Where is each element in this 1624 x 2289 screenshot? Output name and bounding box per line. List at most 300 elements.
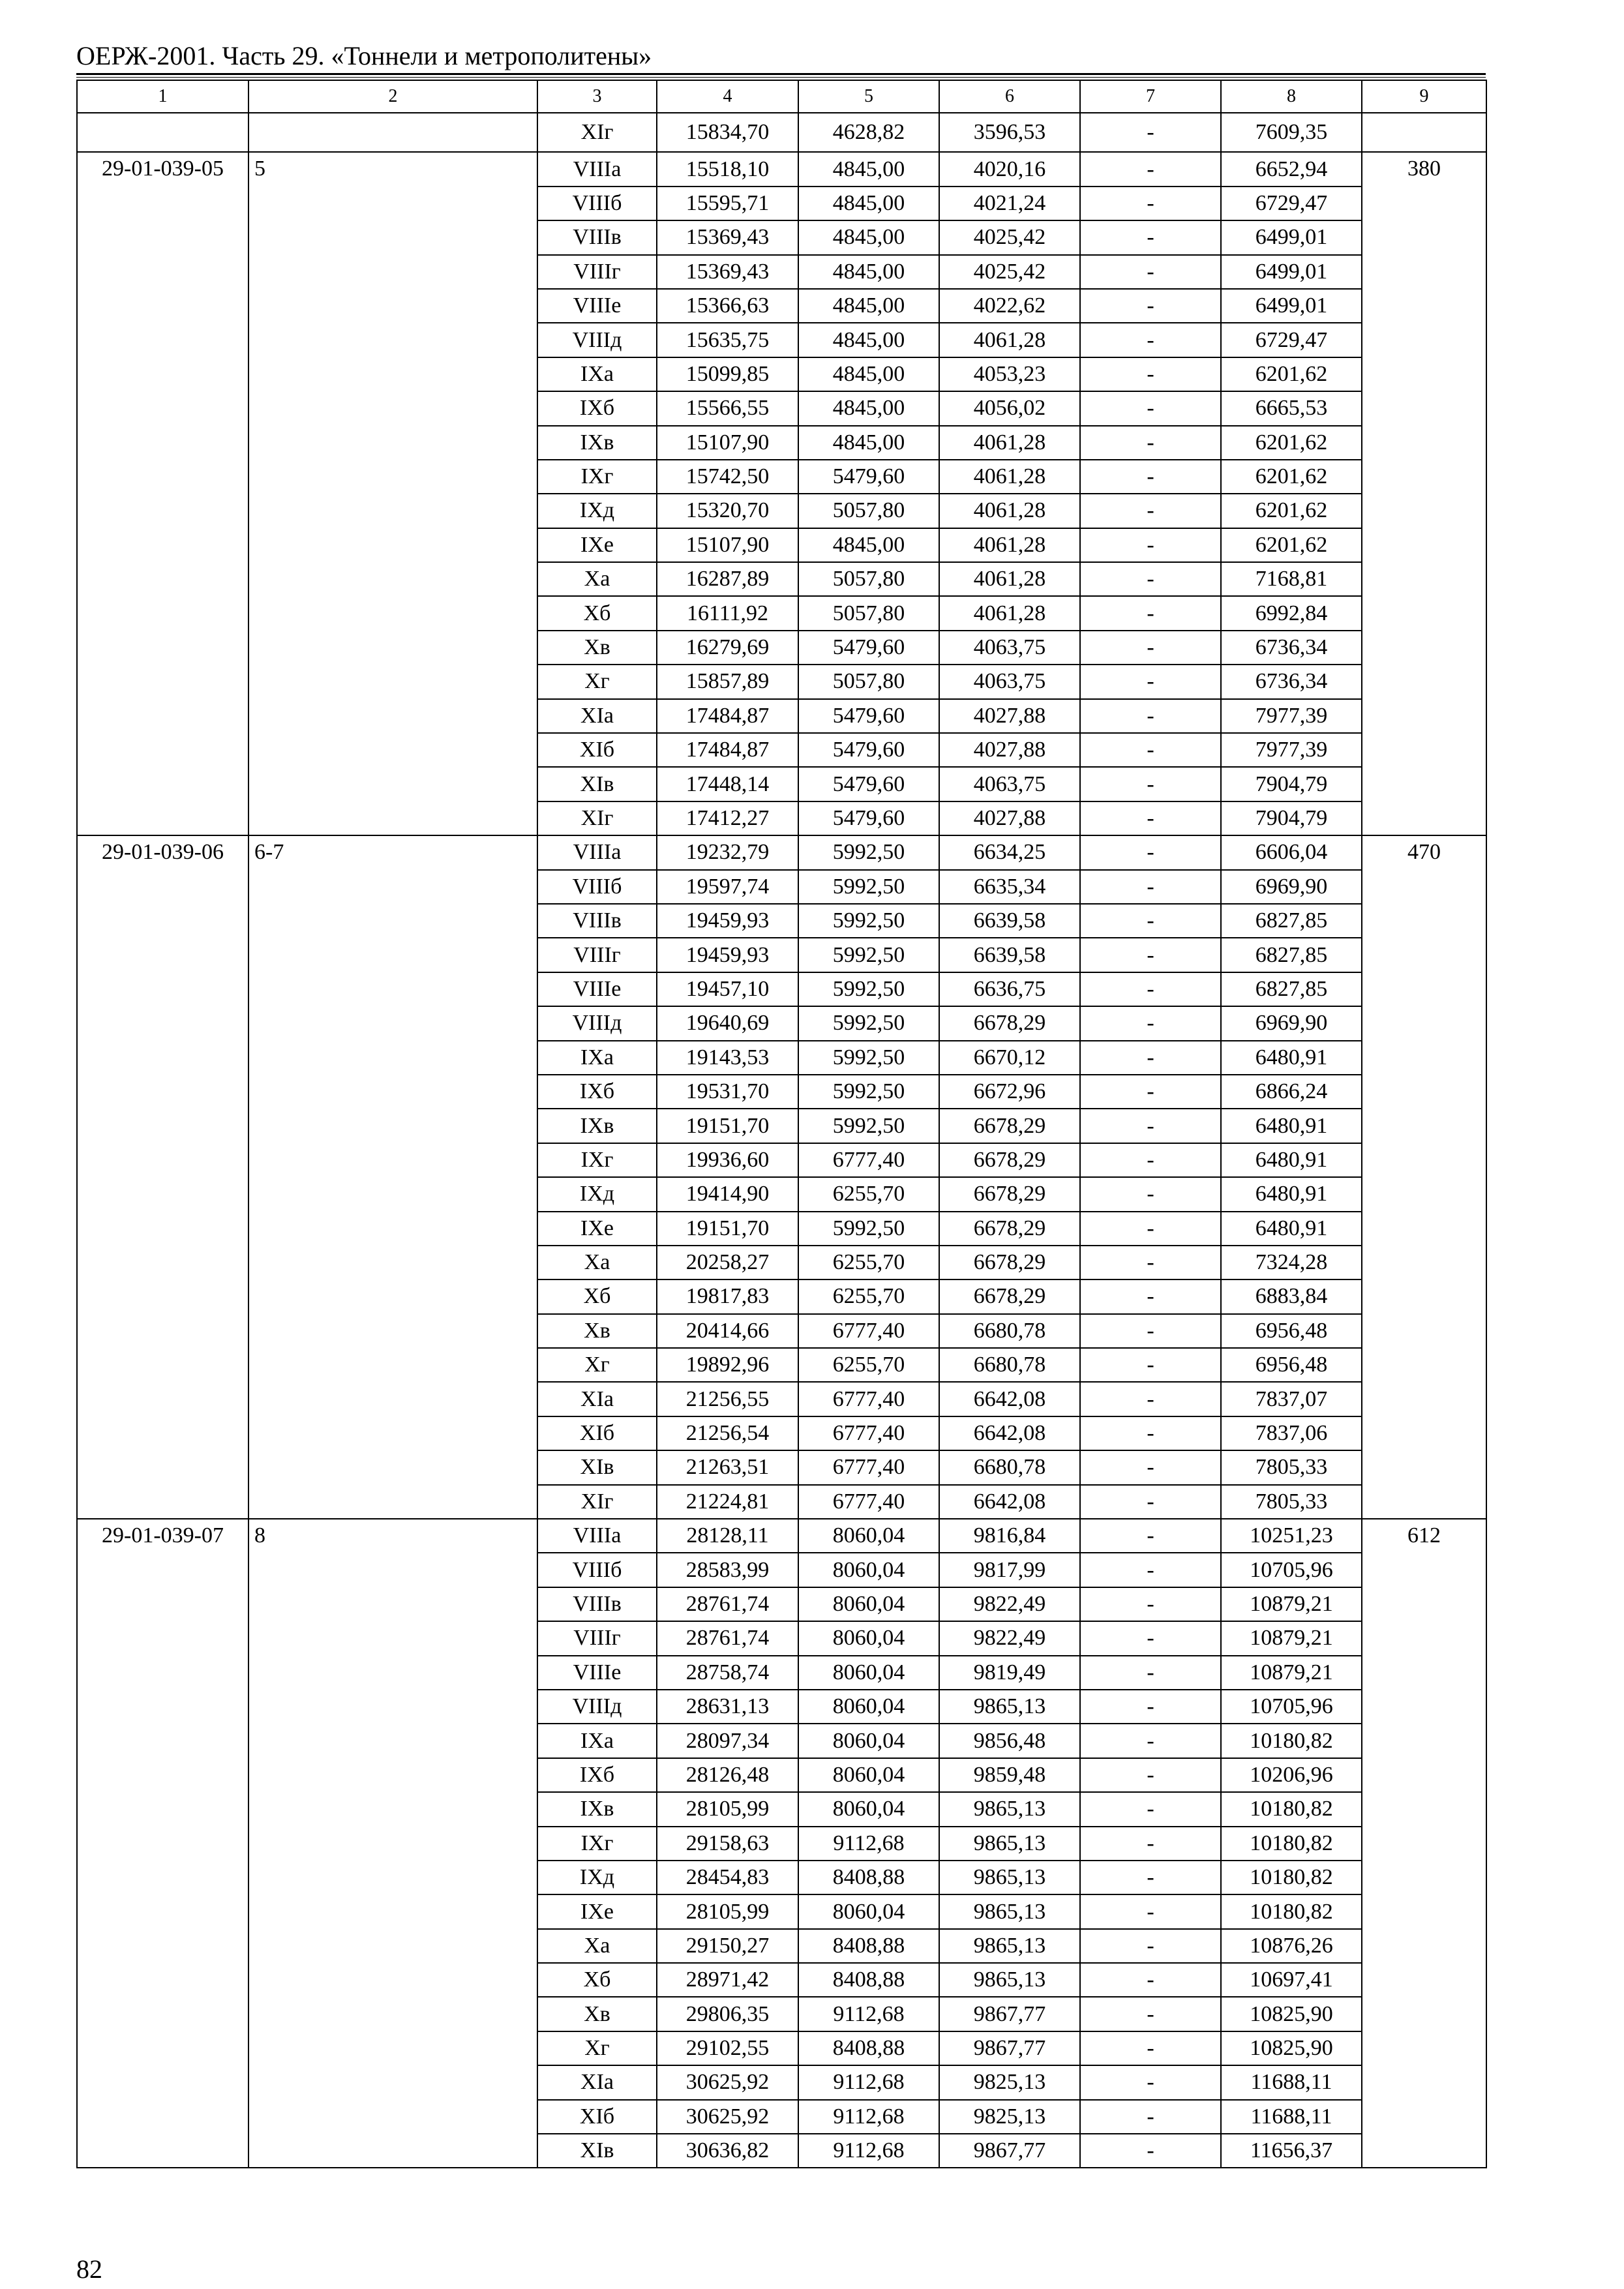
- cell-c8: 11656,37: [1221, 2134, 1362, 2168]
- cell-c4: 19892,96: [657, 1348, 798, 1382]
- table-row: [77, 1519, 1486, 1553]
- price-table-body: [77, 80, 1486, 2168]
- cell-c7: -: [1080, 1929, 1221, 1963]
- cell-c5: 6777,40: [798, 1485, 939, 1519]
- cell-c7: -: [1080, 1279, 1221, 1313]
- cell-c7: -: [1080, 460, 1221, 494]
- cell-c7: -: [1080, 1827, 1221, 1861]
- cell-c6: 4025,42: [939, 255, 1080, 289]
- cell-c8: 10879,21: [1221, 1656, 1362, 1690]
- cell-c5: 4845,00: [798, 323, 939, 357]
- cell-c6: 6678,29: [939, 1177, 1080, 1211]
- cell-c5: 4845,00: [798, 391, 939, 425]
- cell-c3: XIа: [537, 2065, 657, 2099]
- cell-c4: 15834,70: [657, 113, 798, 152]
- cell-c4: 15366,63: [657, 289, 798, 323]
- cell-c6: 6678,29: [939, 1212, 1080, 1246]
- cell-c8: 6201,62: [1221, 494, 1362, 528]
- cell-c3: XIб: [537, 2100, 657, 2134]
- cell-c8: 6652,94: [1221, 152, 1362, 186]
- cell-c4: 21256,54: [657, 1416, 798, 1450]
- cell-c5: 8060,04: [798, 1587, 939, 1621]
- cell-c3: IXд: [537, 1861, 657, 1894]
- cell-c3: IXг: [537, 1143, 657, 1177]
- cell-c4: 29150,27: [657, 1929, 798, 1963]
- cell-c6: 4025,42: [939, 220, 1080, 254]
- cell-c4: 19597,74: [657, 870, 798, 904]
- cell-c3: IXб: [537, 1075, 657, 1109]
- cell-c4: 19459,93: [657, 904, 798, 938]
- norm-param-cell: 6-7: [248, 835, 537, 1519]
- cell-c7: -: [1080, 255, 1221, 289]
- cell-c5: 5479,60: [798, 733, 939, 767]
- cell-c7: -: [1080, 1758, 1221, 1792]
- cell-c3: IXв: [537, 1109, 657, 1143]
- cell-c3: Xа: [537, 1929, 657, 1963]
- cell-c4: 21224,81: [657, 1485, 798, 1519]
- cell-c6: 4061,28: [939, 460, 1080, 494]
- cell-c5: 8060,04: [798, 1690, 939, 1724]
- cell-c4: 16279,69: [657, 631, 798, 665]
- column-number-row: [77, 80, 1486, 113]
- cell-c5: 8060,04: [798, 1724, 939, 1758]
- column-number: 8: [1221, 80, 1362, 113]
- cell-c6: 4061,28: [939, 426, 1080, 460]
- cell-c5: 6255,70: [798, 1177, 939, 1211]
- norm-col9-cell: 380: [1362, 152, 1486, 835]
- cell-c4: 28105,99: [657, 1792, 798, 1826]
- cell-c7: -: [1080, 1621, 1221, 1655]
- cell-c5: 5992,50: [798, 938, 939, 972]
- cell-c7: -: [1080, 152, 1221, 186]
- cell-c6: 4056,02: [939, 391, 1080, 425]
- cell-c7: -: [1080, 904, 1221, 938]
- cell-c4: 15099,85: [657, 357, 798, 391]
- table-row: [77, 113, 1486, 152]
- cell-c4: 19459,93: [657, 938, 798, 972]
- cell-c5: 6777,40: [798, 1314, 939, 1348]
- cell-c4: 16111,92: [657, 596, 798, 630]
- cell-c5: 4845,00: [798, 187, 939, 220]
- cell-c4: 19640,69: [657, 1006, 798, 1040]
- cell-c8: 6736,34: [1221, 665, 1362, 698]
- cell-c7: -: [1080, 1792, 1221, 1826]
- cell-c7: -: [1080, 2100, 1221, 2134]
- cell-c8: 6729,47: [1221, 187, 1362, 220]
- cell-c6: 3596,53: [939, 113, 1080, 152]
- cell-c4: 16287,89: [657, 562, 798, 596]
- cell-c4: 15369,43: [657, 220, 798, 254]
- cell-c8: 7977,39: [1221, 699, 1362, 733]
- cell-c5: 5479,60: [798, 801, 939, 835]
- column-number: 7: [1080, 80, 1221, 113]
- cell-c6: 6642,08: [939, 1382, 1080, 1416]
- cell-c4: 19457,10: [657, 972, 798, 1006]
- cell-c7: -: [1080, 1519, 1221, 1553]
- cell-c5: 5479,60: [798, 699, 939, 733]
- cell-c8: 6827,85: [1221, 904, 1362, 938]
- cell-c6: 6642,08: [939, 1485, 1080, 1519]
- cell-c6: 9865,13: [939, 1690, 1080, 1724]
- cell-c7: -: [1080, 1656, 1221, 1690]
- cell-c5: 4845,00: [798, 528, 939, 562]
- cell-c7: -: [1080, 528, 1221, 562]
- cell-c6: 4027,88: [939, 733, 1080, 767]
- cell-c7: -: [1080, 562, 1221, 596]
- cell-c3: IXе: [537, 1894, 657, 1928]
- cell-c3: VIIIг: [537, 938, 657, 972]
- cell-c3: IXг: [537, 1827, 657, 1861]
- cell-c5: 8060,04: [798, 1894, 939, 1928]
- cell-c5: 8408,88: [798, 1929, 939, 1963]
- cell-c5: 5992,50: [798, 904, 939, 938]
- cell-c7: -: [1080, 1485, 1221, 1519]
- cell-c4: 19143,53: [657, 1041, 798, 1075]
- cell-c3: Xв: [537, 631, 657, 665]
- cell-c4: 15518,10: [657, 152, 798, 186]
- cell-c8: 6956,48: [1221, 1348, 1362, 1382]
- cell-c7: -: [1080, 699, 1221, 733]
- cell-c8: 10251,23: [1221, 1519, 1362, 1553]
- price-table-container: [76, 80, 1487, 2168]
- cell-c3: VIIIа: [537, 835, 657, 869]
- cell-c3: Xа: [537, 562, 657, 596]
- cell-c8: 6480,91: [1221, 1212, 1362, 1246]
- cell-c8: 6499,01: [1221, 220, 1362, 254]
- cell-c5: 5992,50: [798, 1109, 939, 1143]
- cell-c5: 9112,68: [798, 1997, 939, 2031]
- cell-c3: VIIIе: [537, 972, 657, 1006]
- cell-c8: 7324,28: [1221, 1246, 1362, 1279]
- cell-c8: 6201,62: [1221, 460, 1362, 494]
- cell-c7: -: [1080, 113, 1221, 152]
- cell-c3: XIа: [537, 699, 657, 733]
- cell-c6: 6680,78: [939, 1450, 1080, 1484]
- cell-c5: 8060,04: [798, 1519, 939, 1553]
- cell-c8: 10180,82: [1221, 1894, 1362, 1928]
- cell-c3: IXг: [537, 460, 657, 494]
- cell-c4: 28583,99: [657, 1553, 798, 1587]
- cell-c5: 6255,70: [798, 1279, 939, 1313]
- cell-c8: 7837,07: [1221, 1382, 1362, 1416]
- cell-c8: 7904,79: [1221, 767, 1362, 801]
- cell-c7: -: [1080, 1587, 1221, 1621]
- cell-c3: XIб: [537, 1416, 657, 1450]
- cell-c6: 4020,16: [939, 152, 1080, 186]
- cell-c8: 10206,96: [1221, 1758, 1362, 1792]
- page-header: ОЕРЖ-2001. Часть 29. «Тоннели и метрополитены»: [76, 41, 652, 70]
- cell-c4: 19414,90: [657, 1177, 798, 1211]
- column-number: 9: [1362, 80, 1486, 113]
- cell-c6: 9865,13: [939, 1861, 1080, 1894]
- cell-c4: 28761,74: [657, 1621, 798, 1655]
- cell-c7: -: [1080, 631, 1221, 665]
- cell-c8: 6736,34: [1221, 631, 1362, 665]
- cell-c6: 6670,12: [939, 1041, 1080, 1075]
- cell-c8: 11688,11: [1221, 2065, 1362, 2099]
- cell-c5: 5057,80: [798, 665, 939, 698]
- cell-c5: 5992,50: [798, 1212, 939, 1246]
- cell-c4: 15635,75: [657, 323, 798, 357]
- cell-c5: 6777,40: [798, 1382, 939, 1416]
- cell-c7: -: [1080, 1416, 1221, 1450]
- cell-c3: Xб: [537, 596, 657, 630]
- cell-c8: 7805,33: [1221, 1450, 1362, 1484]
- cell-c6: 9819,49: [939, 1656, 1080, 1690]
- cell-c6: 4022,62: [939, 289, 1080, 323]
- cell-c3: IXе: [537, 528, 657, 562]
- cell-c8: 10697,41: [1221, 1963, 1362, 1997]
- cell-c7: -: [1080, 289, 1221, 323]
- cell-c4: 28631,13: [657, 1690, 798, 1724]
- cell-c3: VIIIг: [537, 255, 657, 289]
- cell-c7: -: [1080, 1861, 1221, 1894]
- cell-c3: IXв: [537, 426, 657, 460]
- cell-c4: 28761,74: [657, 1587, 798, 1621]
- cell-c8: 6480,91: [1221, 1143, 1362, 1177]
- cell-c3: VIIIе: [537, 1656, 657, 1690]
- cell-c7: -: [1080, 1212, 1221, 1246]
- cell-c8: 10825,90: [1221, 2031, 1362, 2065]
- cell-c4: 30625,92: [657, 2065, 798, 2099]
- cell-c8: 7168,81: [1221, 562, 1362, 596]
- cell-c3: Xг: [537, 2031, 657, 2065]
- cell-c8: 7837,06: [1221, 1416, 1362, 1450]
- cell-c5: 8408,88: [798, 1963, 939, 1997]
- cell-c6: 6678,29: [939, 1279, 1080, 1313]
- cell-c5: 6777,40: [798, 1416, 939, 1450]
- cell-c3: IXв: [537, 1792, 657, 1826]
- cell-c8: 10879,21: [1221, 1587, 1362, 1621]
- cell-c8: 6827,85: [1221, 938, 1362, 972]
- cell-c8: 6866,24: [1221, 1075, 1362, 1109]
- cell-c7: -: [1080, 1075, 1221, 1109]
- cell-c3: VIIIа: [537, 1519, 657, 1553]
- cell-c4: 15595,71: [657, 187, 798, 220]
- cell-c3: VIIIб: [537, 1553, 657, 1587]
- cell-c4: 19151,70: [657, 1109, 798, 1143]
- cell-c7: -: [1080, 1724, 1221, 1758]
- cell-c6: 4061,28: [939, 528, 1080, 562]
- cell-c4: 19232,79: [657, 835, 798, 869]
- cell-c8: 6480,91: [1221, 1177, 1362, 1211]
- cell-c5: 9112,68: [798, 1827, 939, 1861]
- cell-c8: 10180,82: [1221, 1861, 1362, 1894]
- cell-c4: 20414,66: [657, 1314, 798, 1348]
- cell-c8: 10180,82: [1221, 1724, 1362, 1758]
- cell-c6: 9822,49: [939, 1587, 1080, 1621]
- cell-c8: 10180,82: [1221, 1827, 1362, 1861]
- cell-c4: 30636,82: [657, 2134, 798, 2168]
- cell-c4: 29102,55: [657, 2031, 798, 2065]
- cell-c3: XIг: [537, 113, 657, 152]
- cell-c5: 4845,00: [798, 357, 939, 391]
- cell-c3: XIа: [537, 1382, 657, 1416]
- cell-c7: -: [1080, 1894, 1221, 1928]
- cell-c6: 9865,13: [939, 1792, 1080, 1826]
- table-row: [77, 835, 1486, 869]
- cell-c5: 4845,00: [798, 255, 939, 289]
- cell-c8: 6480,91: [1221, 1109, 1362, 1143]
- cell-c5: 9112,68: [798, 2065, 939, 2099]
- cell-c8: 6201,62: [1221, 426, 1362, 460]
- cell-c8: 10705,96: [1221, 1690, 1362, 1724]
- cell-c7: -: [1080, 220, 1221, 254]
- cell-c6: 6678,29: [939, 1246, 1080, 1279]
- cell-c5: 5992,50: [798, 835, 939, 869]
- cell-c7: -: [1080, 1006, 1221, 1040]
- cell-c8: 6883,84: [1221, 1279, 1362, 1313]
- cell-c3: Xг: [537, 1348, 657, 1382]
- cell-c7: -: [1080, 596, 1221, 630]
- cell-c3: VIIIв: [537, 220, 657, 254]
- cell-c7: -: [1080, 2134, 1221, 2168]
- cell-c4: 15369,43: [657, 255, 798, 289]
- header-rule-thin: [76, 77, 1486, 78]
- cell-c8: 6969,90: [1221, 870, 1362, 904]
- cell-c8: 6665,53: [1221, 391, 1362, 425]
- cell-c8: 11688,11: [1221, 2100, 1362, 2134]
- cell-c7: -: [1080, 1109, 1221, 1143]
- cell-c7: -: [1080, 1553, 1221, 1587]
- cell-c8: 10180,82: [1221, 1792, 1362, 1826]
- cell-c5: 4845,00: [798, 152, 939, 186]
- cell-c6: 6639,58: [939, 938, 1080, 972]
- cell-c5: 5057,80: [798, 494, 939, 528]
- cell-c3: IXб: [537, 391, 657, 425]
- cell-c3: VIIIа: [537, 152, 657, 186]
- cell-c6: 6678,29: [939, 1143, 1080, 1177]
- cell-c7: -: [1080, 835, 1221, 869]
- column-number: 4: [657, 80, 798, 113]
- cell-c7: -: [1080, 323, 1221, 357]
- norm-code-cell: [77, 113, 248, 152]
- cell-c3: XIб: [537, 733, 657, 767]
- column-number: 6: [939, 80, 1080, 113]
- cell-c6: 4027,88: [939, 801, 1080, 835]
- cell-c4: 15742,50: [657, 460, 798, 494]
- cell-c4: 15857,89: [657, 665, 798, 698]
- cell-c5: 5057,80: [798, 562, 939, 596]
- cell-c6: 4063,75: [939, 767, 1080, 801]
- cell-c4: 30625,92: [657, 2100, 798, 2134]
- cell-c8: 6956,48: [1221, 1314, 1362, 1348]
- cell-c6: 9867,77: [939, 1997, 1080, 2031]
- cell-c8: 10876,26: [1221, 1929, 1362, 1963]
- cell-c4: 28971,42: [657, 1963, 798, 1997]
- cell-c6: 6636,75: [939, 972, 1080, 1006]
- cell-c4: 15107,90: [657, 426, 798, 460]
- cell-c3: Xв: [537, 1314, 657, 1348]
- cell-c7: -: [1080, 1963, 1221, 1997]
- cell-c5: 5992,50: [798, 1041, 939, 1075]
- cell-c7: -: [1080, 733, 1221, 767]
- cell-c8: 6480,91: [1221, 1041, 1362, 1075]
- cell-c5: 4845,00: [798, 289, 939, 323]
- cell-c4: 17484,87: [657, 699, 798, 733]
- price-table: [76, 80, 1487, 2168]
- cell-c5: 8060,04: [798, 1621, 939, 1655]
- norm-code-cell: 29-01-039-06: [77, 835, 248, 1519]
- cell-c6: 4061,28: [939, 323, 1080, 357]
- cell-c7: -: [1080, 1382, 1221, 1416]
- cell-c4: 28454,83: [657, 1861, 798, 1894]
- cell-c3: Xг: [537, 665, 657, 698]
- cell-c3: XIг: [537, 1485, 657, 1519]
- cell-c5: 8060,04: [798, 1792, 939, 1826]
- cell-c6: 6634,25: [939, 835, 1080, 869]
- cell-c7: -: [1080, 187, 1221, 220]
- cell-c3: VIIIв: [537, 904, 657, 938]
- cell-c8: 6201,62: [1221, 528, 1362, 562]
- cell-c6: 4061,28: [939, 596, 1080, 630]
- cell-c6: 4021,24: [939, 187, 1080, 220]
- cell-c6: 6635,34: [939, 870, 1080, 904]
- cell-c5: 8060,04: [798, 1553, 939, 1587]
- column-number: 1: [77, 80, 248, 113]
- cell-c5: 6255,70: [798, 1246, 939, 1279]
- cell-c5: 8060,04: [798, 1656, 939, 1690]
- cell-c5: 5992,50: [798, 972, 939, 1006]
- column-number: 3: [537, 80, 657, 113]
- cell-c3: VIIIб: [537, 187, 657, 220]
- cell-c3: VIIIб: [537, 870, 657, 904]
- cell-c8: 10705,96: [1221, 1553, 1362, 1587]
- cell-c4: 28105,99: [657, 1894, 798, 1928]
- cell-c3: XIв: [537, 2134, 657, 2168]
- cell-c4: 29806,35: [657, 1997, 798, 2031]
- cell-c6: 6672,96: [939, 1075, 1080, 1109]
- cell-c3: IXа: [537, 357, 657, 391]
- norm-code-cell: 29-01-039-07: [77, 1519, 248, 2168]
- cell-c7: -: [1080, 1177, 1221, 1211]
- cell-c4: 28126,48: [657, 1758, 798, 1792]
- cell-c5: 6255,70: [798, 1348, 939, 1382]
- cell-c8: 6499,01: [1221, 289, 1362, 323]
- cell-c4: 15320,70: [657, 494, 798, 528]
- cell-c7: -: [1080, 1143, 1221, 1177]
- cell-c5: 5479,60: [798, 631, 939, 665]
- cell-c6: 4053,23: [939, 357, 1080, 391]
- cell-c8: 6729,47: [1221, 323, 1362, 357]
- cell-c8: 6201,62: [1221, 357, 1362, 391]
- cell-c6: 9867,77: [939, 2134, 1080, 2168]
- cell-c5: 4845,00: [798, 220, 939, 254]
- cell-c6: 9822,49: [939, 1621, 1080, 1655]
- cell-c8: 6499,01: [1221, 255, 1362, 289]
- cell-c6: 4063,75: [939, 631, 1080, 665]
- cell-c5: 9112,68: [798, 2100, 939, 2134]
- cell-c8: 6992,84: [1221, 596, 1362, 630]
- cell-c6: 9865,13: [939, 1963, 1080, 1997]
- cell-c6: 6678,29: [939, 1006, 1080, 1040]
- cell-c6: 6678,29: [939, 1109, 1080, 1143]
- cell-c3: XIг: [537, 801, 657, 835]
- cell-c5: 8060,04: [798, 1758, 939, 1792]
- cell-c5: 5992,50: [798, 1006, 939, 1040]
- norm-param-cell: [248, 113, 537, 152]
- cell-c4: 19531,70: [657, 1075, 798, 1109]
- cell-c6: 6680,78: [939, 1348, 1080, 1382]
- cell-c7: -: [1080, 2065, 1221, 2099]
- cell-c8: 7805,33: [1221, 1485, 1362, 1519]
- cell-c7: -: [1080, 665, 1221, 698]
- cell-c4: 28128,11: [657, 1519, 798, 1553]
- cell-c3: VIIIе: [537, 289, 657, 323]
- cell-c3: IXа: [537, 1724, 657, 1758]
- cell-c3: Xб: [537, 1963, 657, 1997]
- cell-c7: -: [1080, 426, 1221, 460]
